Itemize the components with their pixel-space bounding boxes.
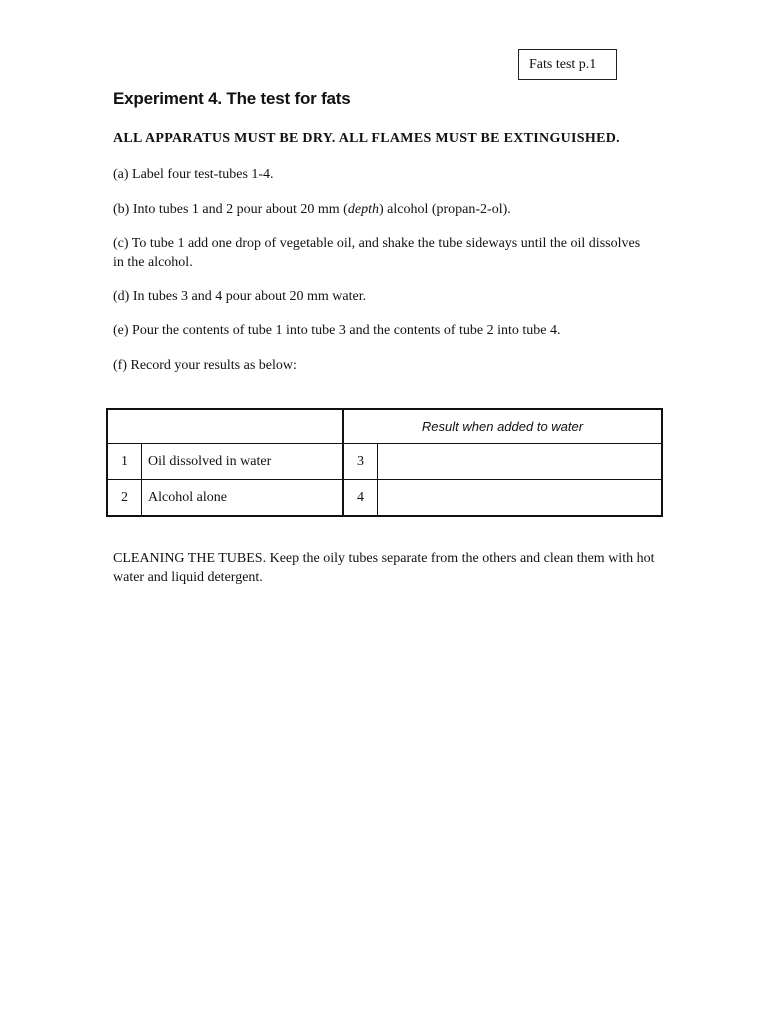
step-b bbox=[113, 200, 653, 219]
table-row bbox=[107, 480, 662, 517]
step-b-end: ) alcohol (propan-2-ol). bbox=[378, 202, 511, 217]
row-number: 2 bbox=[107, 480, 142, 517]
step-b-emphasis: depth bbox=[347, 202, 379, 217]
row-description: Alcohol alone bbox=[142, 480, 344, 517]
step-a: (a) Label four test-tubes 1-4. bbox=[113, 167, 274, 182]
table-header-result: Result when added to water bbox=[343, 409, 662, 444]
row-target-tube: 4 bbox=[343, 480, 378, 517]
row-result bbox=[378, 444, 663, 480]
table-header-row bbox=[107, 409, 662, 444]
table-header-blank bbox=[107, 409, 343, 444]
step-e: (e) Pour the contents of tube 1 into tube 3 and the contents of tube 2 into tube 4. bbox=[113, 323, 561, 338]
step-f: (f) Record your results as below: bbox=[113, 358, 297, 373]
cleaning-instructions: CLEANING THE TUBES. Keep the oily tubes separate from the others and clean them with hot water and liquid detergent. bbox=[113, 551, 655, 585]
step-c: (c) To tube 1 add one drop of vegetable oil, and shake the tube sideways until the oil dissolves in the alcohol. bbox=[113, 236, 641, 270]
table-row bbox=[107, 444, 662, 480]
row-description: Oil dissolved in water bbox=[142, 444, 344, 480]
page-title: Experiment 4. The test for fats bbox=[113, 89, 351, 108]
step-d: (d) In tubes 3 and 4 pour about 20 mm water. bbox=[113, 289, 367, 304]
step-b-start: (b) Into tubes 1 and 2 pour about 20 mm ( bbox=[113, 202, 348, 217]
page-tag: Fats test p.1 bbox=[518, 49, 617, 80]
row-result bbox=[378, 480, 663, 517]
row-target-tube: 3 bbox=[343, 444, 378, 480]
row-number: 1 bbox=[107, 444, 142, 480]
safety-warning: ALL APPARATUS MUST BE DRY. ALL FLAMES MUST BE EXTINGUISHED. bbox=[113, 131, 620, 146]
results-table bbox=[106, 408, 663, 517]
